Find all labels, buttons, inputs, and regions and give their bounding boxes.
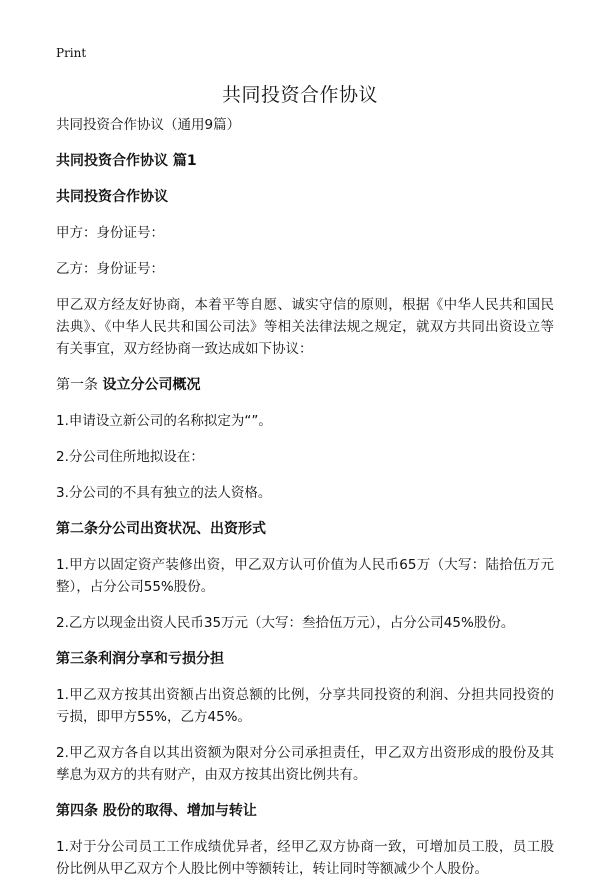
- article-1-prefix: 第一条: [56, 377, 103, 393]
- article-1-heading: [56, 374, 554, 396]
- print-link[interactable]: Print: [56, 46, 87, 60]
- article-4-heading: 第四条 股份的取得、增加与转让: [56, 803, 257, 819]
- article-2-item: 1.甲方以固定资产装修出资，甲乙双方认可价值为人民币65万（大写：陆拾伍万元整），占分公司55%股份。: [56, 557, 554, 595]
- document-title: 共同投资合作协议: [221, 84, 378, 106]
- article-2-heading: 第二条分公司出资状况、出资形式: [56, 521, 266, 537]
- article-1-item: 3.分公司的不具有独立的法人资格。: [56, 485, 272, 501]
- article-1-item: 1.申请设立新公司的名称拟定为“”。: [56, 413, 272, 429]
- agreement-heading: 共同投资合作协议: [56, 189, 168, 205]
- part-heading: 共同投资合作协议 篇1: [56, 153, 197, 169]
- article-3-item: 2.甲乙双方各自以其出资额为限对分公司承担责任，甲乙双方出资形成的股份及其孳息为双方的共有财产，由双方按其出资比例共有。: [56, 745, 554, 783]
- article-3-heading: 第三条利润分享和亏损分担: [56, 651, 224, 667]
- party-a-line: 甲方：身份证号：: [56, 225, 164, 241]
- intro-paragraph: 甲乙双方经友好协商，本着平等自愿、诚实守信的原则，根据《中华人民共和国民法典》、《中华人民共和国公司法》等相关法律法规之规定，就双方共同出资设立等有关事宜，双方经协商一致达成如下协议：: [56, 297, 554, 357]
- article-4-item: 1.对于分公司员工工作成绩优异者，经甲乙双方协商一致，可增加员工股，员工股份比例从甲乙双方个人股比例中等额转让，转让同时等额减少个人股份。: [56, 839, 554, 877]
- article-1-title: 设立分公司概况: [102, 377, 201, 393]
- article-1-item: 2.分公司住所地拟设在：: [56, 449, 204, 465]
- article-3-item: 1.甲乙双方按其出资额占出资总额的比例，分享共同投资的利润、分担共同投资的亏损，即甲方55%，乙方45%。: [56, 687, 554, 725]
- article-2-item: 2.乙方以现金出资人民币35万元（大写：叁拾伍万元），占分公司45%股份。: [56, 615, 515, 631]
- document-subtitle: 共同投资合作协议（通用9篇）: [56, 117, 241, 133]
- document-body: [56, 114, 554, 894]
- party-b-line: 乙方：身份证号：: [56, 261, 164, 277]
